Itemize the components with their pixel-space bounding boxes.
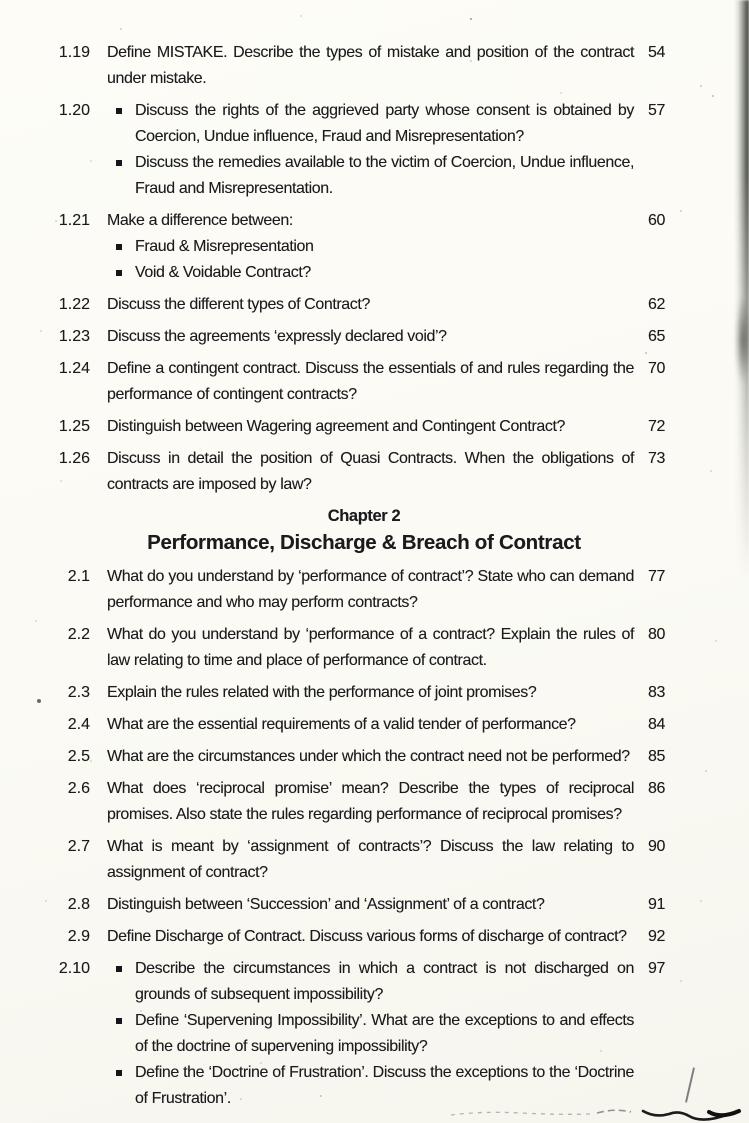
square-bullet-icon bbox=[116, 1018, 122, 1024]
toc-entry bbox=[46, 40, 682, 92]
entry-text: What are the essential requirements of a valid tender of performance? bbox=[107, 716, 576, 733]
square-bullet-icon bbox=[116, 966, 122, 972]
entry-number: 2.5 bbox=[67, 748, 90, 765]
entry-bullet bbox=[107, 260, 634, 286]
entry-text-block bbox=[107, 40, 634, 92]
entry-text: Discuss the agreements ‘expressly declared void’? bbox=[107, 328, 447, 345]
entry-number: 1.26 bbox=[58, 450, 90, 467]
chapter-label: Chapter 2 bbox=[327, 507, 401, 525]
entry-text: Explain the rules related with the performance of joint promises? bbox=[107, 684, 537, 701]
entry-page-number: 85 bbox=[648, 748, 665, 765]
book-spine-shadow-bulge bbox=[735, 295, 749, 385]
entry-text: Distinguish between Wagering agreement and Contingent Contract? bbox=[107, 418, 566, 435]
entry-number: 2.9 bbox=[67, 928, 90, 945]
entry-page-number: 97 bbox=[648, 960, 665, 977]
entry-number: 2.6 bbox=[67, 780, 90, 797]
entry-text: What does ‘reciprocal promise’ mean? Describe the types of reciprocal promises. Also state the rules regarding performance of reciprocal promises? bbox=[107, 780, 634, 823]
entry-bullet bbox=[107, 98, 634, 150]
toc-entry bbox=[46, 712, 682, 738]
entry-bullet bbox=[107, 956, 634, 1008]
entry-text-block bbox=[107, 356, 634, 408]
entry-page-number: 70 bbox=[648, 360, 665, 377]
entry-number: 2.8 bbox=[67, 896, 90, 913]
entry-page-number: 73 bbox=[648, 450, 665, 467]
entry-page-number: 86 bbox=[648, 780, 665, 797]
entry-page-number: 72 bbox=[648, 418, 665, 435]
entry-number: 1.23 bbox=[58, 328, 90, 345]
entry-page-number: 80 bbox=[648, 626, 665, 643]
square-bullet-icon bbox=[116, 1070, 122, 1076]
entry-text-block bbox=[107, 776, 634, 828]
entry-text: Define MISTAKE. Describe the types of mistake and position of the contract under mistake. bbox=[107, 44, 634, 87]
entry-page-number: 90 bbox=[648, 838, 665, 855]
entry-text-block bbox=[107, 414, 634, 440]
toc-entry bbox=[46, 356, 682, 408]
entry-bullet-text: Void & Voidable Contract? bbox=[135, 264, 311, 281]
entry-text-block bbox=[107, 208, 634, 286]
entry-text: Distinguish between ‘Succession’ and ‘Assignment’ of a contract? bbox=[107, 896, 545, 913]
entry-number: 2.2 bbox=[67, 626, 90, 643]
entry-page-number: 77 bbox=[648, 568, 665, 585]
entry-bullet-text: Define the ‘Doctrine of Frustration’. Discuss the exceptions to the ‘Doctrine of Frustration’. bbox=[135, 1064, 634, 1107]
toc-entry bbox=[46, 564, 682, 616]
entry-bullet bbox=[107, 234, 634, 260]
bottom-scan-smudge bbox=[447, 1102, 747, 1122]
table-of-contents bbox=[46, 40, 682, 1118]
entry-number: 1.24 bbox=[58, 360, 90, 377]
entry-page-number: 57 bbox=[648, 102, 665, 119]
entry-number: 1.21 bbox=[58, 212, 90, 229]
toc-entry bbox=[46, 446, 682, 498]
entry-text-block bbox=[107, 924, 634, 950]
entry-text-block bbox=[107, 680, 634, 706]
entry-text: What is meant by ‘assignment of contracts’? Discuss the law relating to assignment of contract? bbox=[107, 838, 634, 881]
toc-entry bbox=[46, 892, 682, 918]
entry-text: What do you understand by ‘performance of a contract? Explain the rules of law relating to time and place of performance of contract. bbox=[107, 626, 634, 669]
paper-noise-specks bbox=[0, 0, 2, 2]
toc-entry bbox=[46, 622, 682, 674]
chapter-title: Performance, Discharge & Breach of Contract bbox=[147, 531, 581, 554]
entry-text-block bbox=[107, 892, 634, 918]
entry-number: 2.1 bbox=[67, 568, 90, 585]
entry-page-number: 83 bbox=[648, 684, 665, 701]
entry-text: Make a difference between: bbox=[107, 212, 293, 229]
entry-number: 2.7 bbox=[67, 838, 90, 855]
entry-text-block bbox=[107, 744, 634, 770]
toc-entry bbox=[46, 744, 682, 770]
entry-bullet-text: Define ‘Supervening Impossibility’. What are the exceptions to and effects of the doctrine of supervening impossibility? bbox=[135, 1012, 634, 1055]
entry-number: 2.4 bbox=[67, 716, 90, 733]
square-bullet-icon bbox=[116, 244, 122, 250]
toc-entry bbox=[46, 834, 682, 886]
entry-text: Discuss the different types of Contract? bbox=[107, 296, 370, 313]
square-bullet-icon bbox=[116, 160, 122, 166]
pen-slash-mark bbox=[685, 1067, 695, 1103]
entry-number: 1.20 bbox=[58, 102, 90, 119]
entry-text-block bbox=[107, 292, 634, 318]
entry-text-block bbox=[107, 98, 634, 202]
toc-entry bbox=[46, 98, 682, 202]
toc-entry bbox=[46, 680, 682, 706]
entry-bullet bbox=[107, 1008, 634, 1060]
entry-text-block bbox=[107, 622, 634, 674]
entry-text-block bbox=[107, 446, 634, 498]
entry-text-block bbox=[107, 712, 634, 738]
entry-page-number: 92 bbox=[648, 928, 665, 945]
entry-text: What do you understand by ‘performance of contract’? State who can demand performance and who may perform contracts? bbox=[107, 568, 634, 611]
entry-text: Define a contingent contract. Discuss the essentials of and rules regarding the performance of contingent contracts? bbox=[107, 360, 634, 403]
entry-text: Discuss in detail the position of Quasi Contracts. When the obligations of contracts are imposed by law? bbox=[107, 450, 634, 493]
entry-bullet bbox=[107, 150, 634, 202]
entry-text: What are the circumstances under which the contract need not be performed? bbox=[107, 748, 630, 765]
book-spine-shadow bbox=[734, 0, 749, 580]
entry-page-number: 84 bbox=[648, 716, 665, 733]
entry-text-block bbox=[107, 324, 634, 350]
entry-number: 1.19 bbox=[58, 44, 90, 61]
square-bullet-icon bbox=[116, 270, 122, 276]
entry-page-number: 91 bbox=[648, 896, 665, 913]
entry-text-block bbox=[107, 564, 634, 616]
entry-page-number: 65 bbox=[648, 328, 665, 345]
entry-number: 1.25 bbox=[58, 418, 90, 435]
entry-bullet-text: Fraud & Misrepresentation bbox=[135, 238, 314, 255]
entry-number: 2.3 bbox=[67, 684, 90, 701]
toc-entry bbox=[46, 776, 682, 828]
entry-number: 1.22 bbox=[58, 296, 90, 313]
toc-entry bbox=[46, 292, 682, 318]
toc-entry bbox=[46, 208, 682, 286]
toc-entry bbox=[46, 956, 682, 1112]
entry-bullet-text: Describe the circumstances in which a contract is not discharged on grounds of subsequent impossibility? bbox=[135, 960, 634, 1003]
entry-bullet-text: Discuss the remedies available to the victim of Coercion, Undue influence, Fraud and Misrepresentation. bbox=[135, 154, 634, 197]
square-bullet-icon bbox=[116, 108, 122, 114]
entry-text-block bbox=[107, 834, 634, 886]
toc-entry bbox=[46, 414, 682, 440]
entry-page-number: 54 bbox=[648, 44, 665, 61]
entry-number: 2.10 bbox=[58, 960, 90, 977]
toc-entry bbox=[46, 324, 682, 350]
entry-text-block bbox=[107, 956, 634, 1112]
entry-page-number: 60 bbox=[648, 212, 665, 229]
toc-entry bbox=[46, 924, 682, 950]
entry-text: Define Discharge of Contract. Discuss various forms of discharge of contract? bbox=[107, 928, 627, 945]
entry-bullet-text: Discuss the rights of the aggrieved party whose consent is obtained by Coercion, Undue influence, Fraud and Misrepresentation? bbox=[135, 102, 634, 145]
entry-page-number: 62 bbox=[648, 296, 665, 313]
